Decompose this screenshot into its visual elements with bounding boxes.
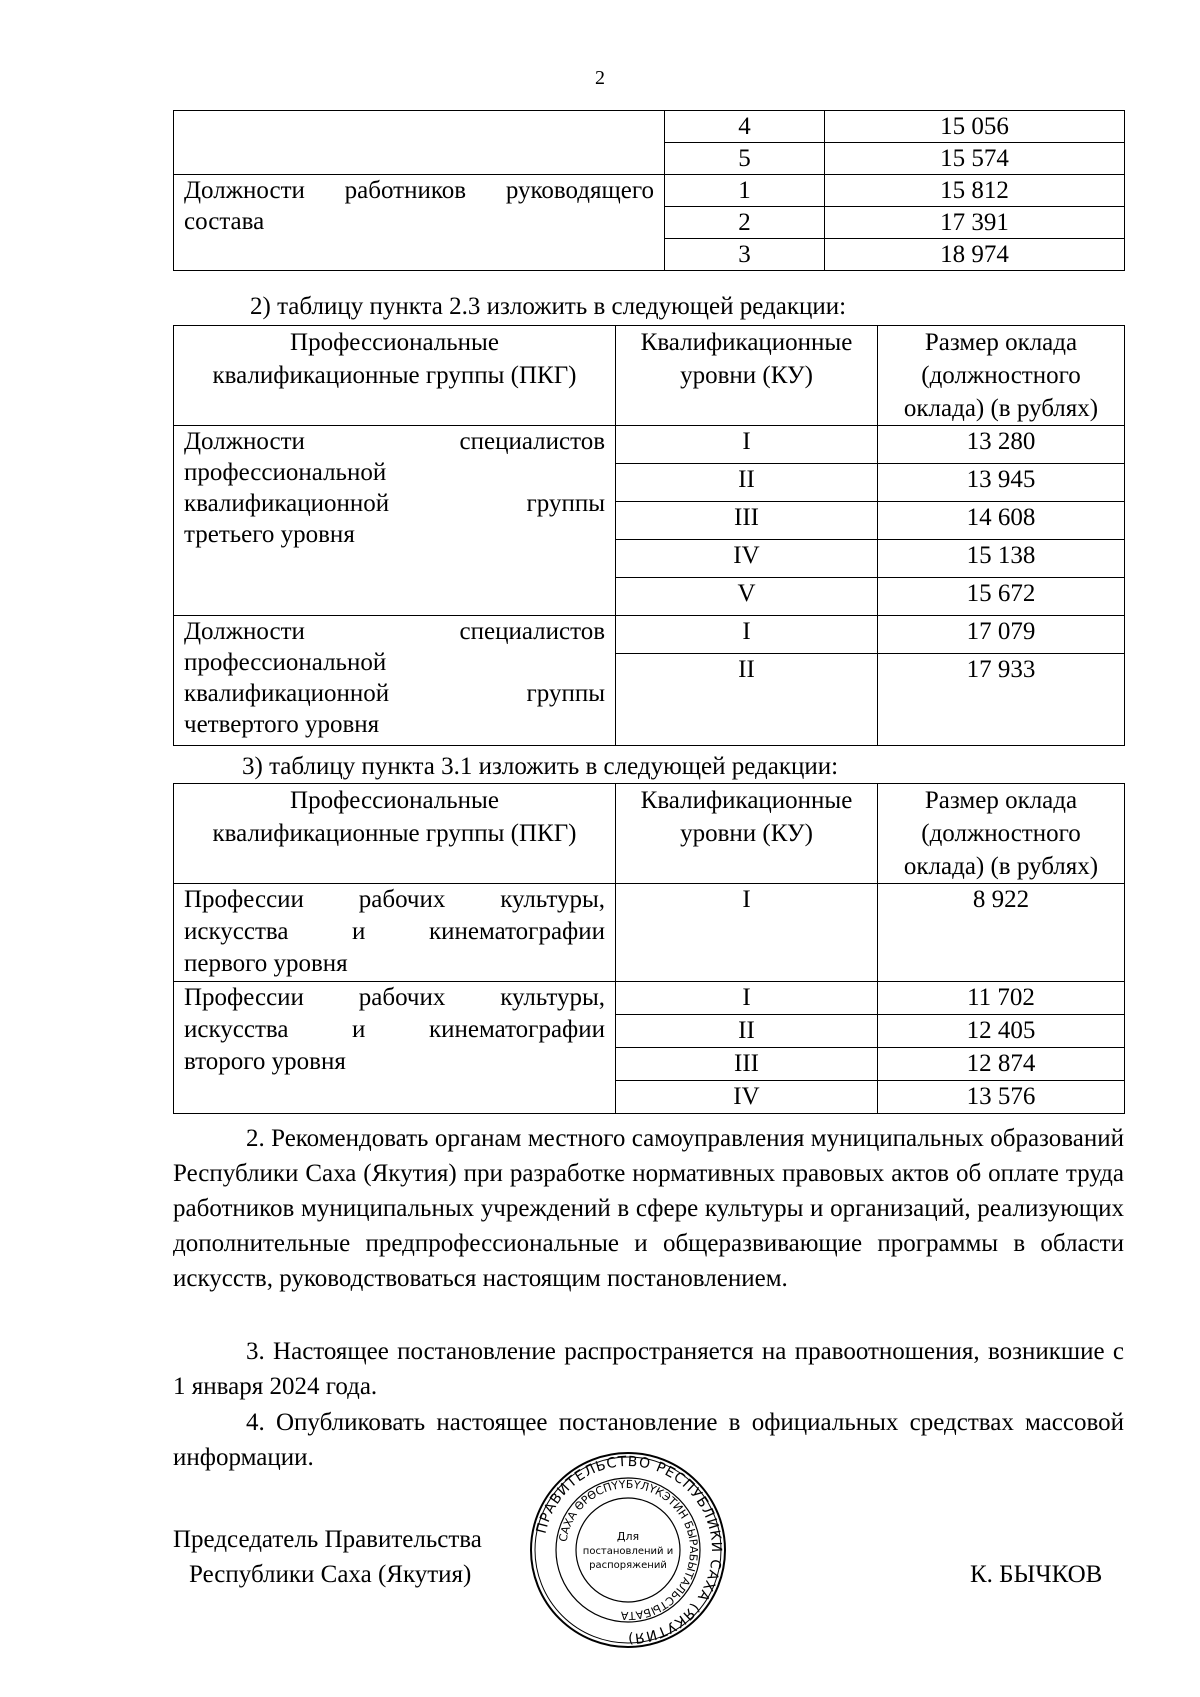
level-cell: 3: [665, 239, 825, 271]
signatory-title: [173, 1522, 482, 1592]
group-label-line: третьего уровня: [184, 521, 355, 548]
header-salary: Размер оклада (должностного оклада) (в рублях): [878, 784, 1125, 884]
table-3-1: [173, 783, 1125, 1114]
group-label-cell: [174, 426, 616, 616]
caption-table-2-3: 2) таблицу пункта 2.3 изложить в следующей редакции:: [250, 293, 847, 320]
signatory-name: К. БЫЧКОВ: [970, 1561, 1103, 1588]
salary-cell: 15 056: [825, 111, 1125, 143]
table-row: [174, 175, 1125, 207]
signatory-title-line: Республики Саха (Якутия): [189, 1561, 472, 1588]
level-cell: IV: [616, 1081, 878, 1114]
header-ku: Квалификационные уровни (КУ): [616, 326, 878, 426]
level-cell: 1: [665, 175, 825, 207]
table-continuation: [173, 110, 1125, 271]
salary-cell: 15 672: [878, 578, 1125, 616]
salary-cell: 11 702: [878, 982, 1125, 1015]
group-label-line: первого уровня: [184, 950, 348, 977]
level-cell: II: [616, 1015, 878, 1048]
group-label-line: квалификационной группы: [184, 680, 605, 707]
salary-cell: 14 608: [878, 502, 1125, 540]
group-label-cell: [174, 616, 616, 746]
level-cell: I: [616, 884, 878, 982]
group-label-line: квалификационной группы: [184, 490, 605, 517]
paragraph-text: 4. Опубликовать настоящее постановление в официальных средствах массовой информации.: [173, 1409, 1124, 1471]
table-2-3: [173, 325, 1125, 746]
salary-cell: 15 574: [825, 143, 1125, 175]
level-cell: 4: [665, 111, 825, 143]
level-cell: 5: [665, 143, 825, 175]
salary-cell: 12 874: [878, 1048, 1125, 1081]
empty-group-cell: [174, 111, 665, 175]
level-cell: V: [616, 578, 878, 616]
page-number: 2: [595, 67, 605, 89]
level-cell: II: [616, 654, 878, 746]
stamp-center-line: Для: [616, 1530, 640, 1543]
header-ku: Квалификационные уровни (КУ): [616, 784, 878, 884]
group-label-line: профессиональной: [184, 459, 387, 486]
level-cell: III: [616, 502, 878, 540]
salary-cell: 17 933: [878, 654, 1125, 746]
salary-cell: 15 812: [825, 175, 1125, 207]
header-salary: Размер оклада (должностного оклада) (в рублях): [878, 326, 1125, 426]
salary-cell: 17 391: [825, 207, 1125, 239]
group-label-line: четвертого уровня: [184, 711, 380, 738]
salary-cell: 12 405: [878, 1015, 1125, 1048]
salary-cell: 13 280: [878, 426, 1125, 464]
group-label-cell: [174, 175, 665, 271]
level-cell: I: [616, 426, 878, 464]
group-label-line: Должности специалистов: [184, 428, 605, 455]
group-label-line: второго уровня: [184, 1048, 346, 1075]
table-row: [174, 111, 1125, 143]
table-header-row: [174, 784, 1125, 884]
table-row: [174, 982, 1125, 1015]
signatory-title-line: Председатель Правительства: [173, 1526, 482, 1553]
salary-cell: 13 576: [878, 1081, 1125, 1114]
level-cell: I: [616, 616, 878, 654]
level-cell: II: [616, 464, 878, 502]
salary-cell: 17 079: [878, 616, 1125, 654]
table-row: [174, 884, 1125, 982]
header-pkg: Профессиональные квалификационные группы (ПКГ): [174, 784, 616, 884]
group-label-line: Профессии рабочих культуры,: [184, 886, 605, 913]
group-label-line: состава: [184, 208, 265, 235]
level-cell: 2: [665, 207, 825, 239]
group-label-line: Должности специалистов: [184, 618, 605, 645]
group-label-line: Профессии рабочих культуры,: [184, 984, 605, 1011]
stamp-outer-text: ПРАВИТЕЛЬСТВО РЕСПУБЛИКИ САХА (ЯКУТИЯ): [533, 1453, 725, 1647]
caption-table-3-1: 3) таблицу пункта 3.1 изложить в следующей редакции:: [242, 753, 839, 780]
header-pkg: Профессиональные квалификационные группы (ПКГ): [174, 326, 616, 426]
paragraph-text: 2. Рекомендовать органам местного самоуправления муниципальных образований Республики Саха (Якутия) при разработке нормативных правовых актов об оплате труда работников муниципальных учреждений в сфере культуры и организаций, реализующих дополнительные предпрофессиональные и общеразвивающие программы в области искусств, руководствоваться настоящим постановлением.: [173, 1125, 1124, 1292]
level-cell: I: [616, 982, 878, 1015]
group-label-line: Должности работников руководящего: [184, 177, 654, 204]
level-cell: IV: [616, 540, 878, 578]
salary-cell: 18 974: [825, 239, 1125, 271]
paragraph-text: 3. Настоящее постановление распространяется на правоотношения, возникшие с 1 января 2024 года.: [173, 1338, 1124, 1400]
level-cell: III: [616, 1048, 878, 1081]
stamp-inner-text: САХА ӨРӨСПҮҮБҮЛҮКЭТИН БЫРАБЫТАЛЬСТЫБАТА: [556, 1477, 701, 1623]
official-stamp: [528, 1450, 728, 1650]
stamp-center-line: распоряжений: [589, 1560, 667, 1571]
table-row: [174, 616, 1125, 654]
table-row: [174, 426, 1125, 464]
stamp-center-line: постановлений и: [582, 1546, 674, 1557]
group-label-line: искусства и кинематографии: [184, 1016, 605, 1043]
salary-cell: 15 138: [878, 540, 1125, 578]
group-label-line: искусства и кинематографии: [184, 918, 605, 945]
salary-cell: 13 945: [878, 464, 1125, 502]
group-label-cell: [174, 884, 616, 982]
table-header-row: [174, 326, 1125, 426]
group-label-cell: [174, 982, 616, 1114]
paragraph-2: [173, 1121, 1124, 1296]
group-label-line: профессиональной: [184, 649, 387, 676]
salary-cell: 8 922: [878, 884, 1125, 982]
paragraph-3: [173, 1334, 1124, 1404]
